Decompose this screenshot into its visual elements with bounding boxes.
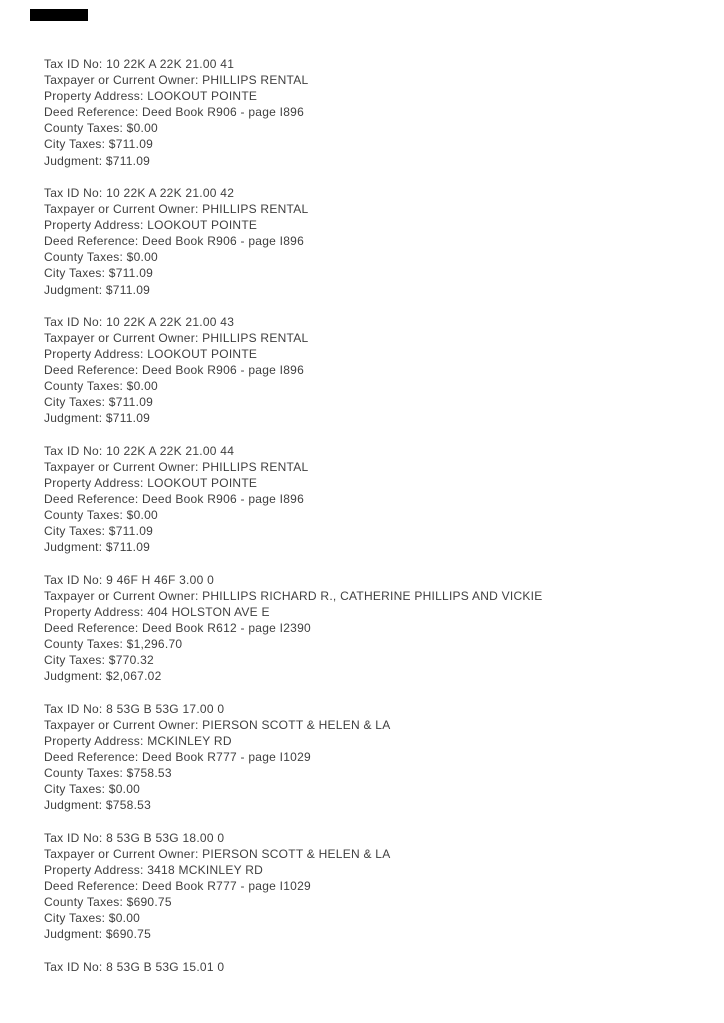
tax-id-line: Tax ID No: 10 22K A 22K 21.00 44 — [44, 443, 235, 458]
judgment-line: Judgment: $711.09 — [44, 153, 151, 168]
county-taxes-line: County Taxes: $690.75 — [44, 895, 172, 910]
property-address-line: Property Address: MCKINLEY RD — [44, 733, 232, 748]
property-address-line: Property Address: LOOKOUT POINTE — [44, 218, 258, 233]
tax-id-line: Tax ID No: 8 53G B 53G 17.00 0 — [44, 701, 225, 716]
judgment-line: Judgment: $690.75 — [44, 927, 151, 942]
record-block — [44, 701, 704, 814]
judgment-line: Judgment: $711.09 — [44, 411, 151, 426]
judgment-line: Judgment: $758.53 — [44, 798, 151, 813]
owner-line: Taxpayer or Current Owner: PHILLIPS RICHARD R., CATHERINE PHILLIPS AND VICKIE — [44, 588, 543, 603]
county-taxes-line: County Taxes: $758.53 — [44, 766, 172, 781]
judgment-line: Judgment: $2,067.02 — [44, 669, 162, 684]
record-block — [44, 572, 704, 685]
tax-id-line: Tax ID No: 10 22K A 22K 21.00 41 — [44, 57, 235, 71]
owner-line: Taxpayer or Current Owner: PHILLIPS RENTAL — [44, 459, 309, 474]
tax-id-line: Tax ID No: 8 53G B 53G 18.00 0 — [44, 830, 225, 845]
county-taxes-line: County Taxes: $0.00 — [44, 508, 158, 523]
tax-id-line: Tax ID No: 10 22K A 22K 21.00 43 — [44, 314, 235, 329]
tax-id-line: Tax ID No: 10 22K A 22K 21.00 42 — [44, 185, 235, 200]
deed-reference-line: Deed Reference: Deed Book R906 - page I896 — [44, 105, 304, 120]
city-taxes-line: City Taxes: $0.00 — [44, 782, 141, 797]
deed-reference-line: Deed Reference: Deed Book R777 - page I1029 — [44, 750, 311, 765]
city-taxes-line: City Taxes: $770.32 — [44, 653, 154, 668]
judgment-line: Judgment: $711.09 — [44, 282, 151, 297]
deed-reference-line: Deed Reference: Deed Book R906 - page I896 — [44, 363, 304, 378]
county-taxes-line: County Taxes: $0.00 — [44, 121, 158, 136]
city-taxes-line: City Taxes: $711.09 — [44, 266, 154, 281]
county-taxes-line: County Taxes: $1,296.70 — [44, 637, 183, 652]
city-taxes-line: City Taxes: $711.09 — [44, 524, 154, 539]
tax-records-list — [44, 56, 704, 991]
property-address-line: Property Address: LOOKOUT POINTE — [44, 89, 258, 104]
record-block — [44, 959, 704, 975]
city-taxes-line: City Taxes: $711.09 — [44, 395, 154, 410]
record-block — [44, 830, 704, 943]
property-address-line: Property Address: 3418 MCKINLEY RD — [44, 862, 264, 877]
record-block — [44, 314, 704, 427]
owner-line: Taxpayer or Current Owner: PHILLIPS RENTAL — [44, 331, 309, 345]
owner-line: Taxpayer or Current Owner: PIERSON SCOTT & HELEN & LA — [44, 846, 391, 861]
property-address-line: Property Address: LOOKOUT POINTE — [44, 347, 258, 362]
city-taxes-line: City Taxes: $0.00 — [44, 911, 141, 926]
deed-reference-line: Deed Reference: Deed Book R777 - page I1029 — [44, 879, 311, 893]
record-block — [44, 56, 704, 169]
tax-id-line: Tax ID No: 8 53G B 53G 15.01 0 — [44, 959, 225, 974]
record-block — [44, 185, 704, 298]
deed-reference-line: Deed Reference: Deed Book R906 - page I896 — [44, 234, 304, 249]
property-address-line: Property Address: LOOKOUT POINTE — [44, 476, 258, 491]
tax-id-line: Tax ID No: 9 46F H 46F 3.00 0 — [44, 572, 214, 587]
judgment-line: Judgment: $711.09 — [44, 540, 151, 555]
property-address-line: Property Address: 404 HOLSTON AVE E — [44, 605, 270, 619]
redaction-bar — [30, 9, 88, 21]
record-block — [44, 443, 704, 556]
deed-reference-line: Deed Reference: Deed Book R906 - page I896 — [44, 492, 304, 507]
owner-line: Taxpayer or Current Owner: PHILLIPS RENTAL — [44, 202, 309, 217]
owner-line: Taxpayer or Current Owner: PHILLIPS RENTAL — [44, 73, 309, 88]
county-taxes-line: County Taxes: $0.00 — [44, 379, 158, 394]
deed-reference-line: Deed Reference: Deed Book R612 - page I2390 — [44, 621, 311, 636]
city-taxes-line: City Taxes: $711.09 — [44, 137, 154, 152]
county-taxes-line: County Taxes: $0.00 — [44, 250, 158, 265]
owner-line: Taxpayer or Current Owner: PIERSON SCOTT & HELEN & LA — [44, 717, 391, 732]
